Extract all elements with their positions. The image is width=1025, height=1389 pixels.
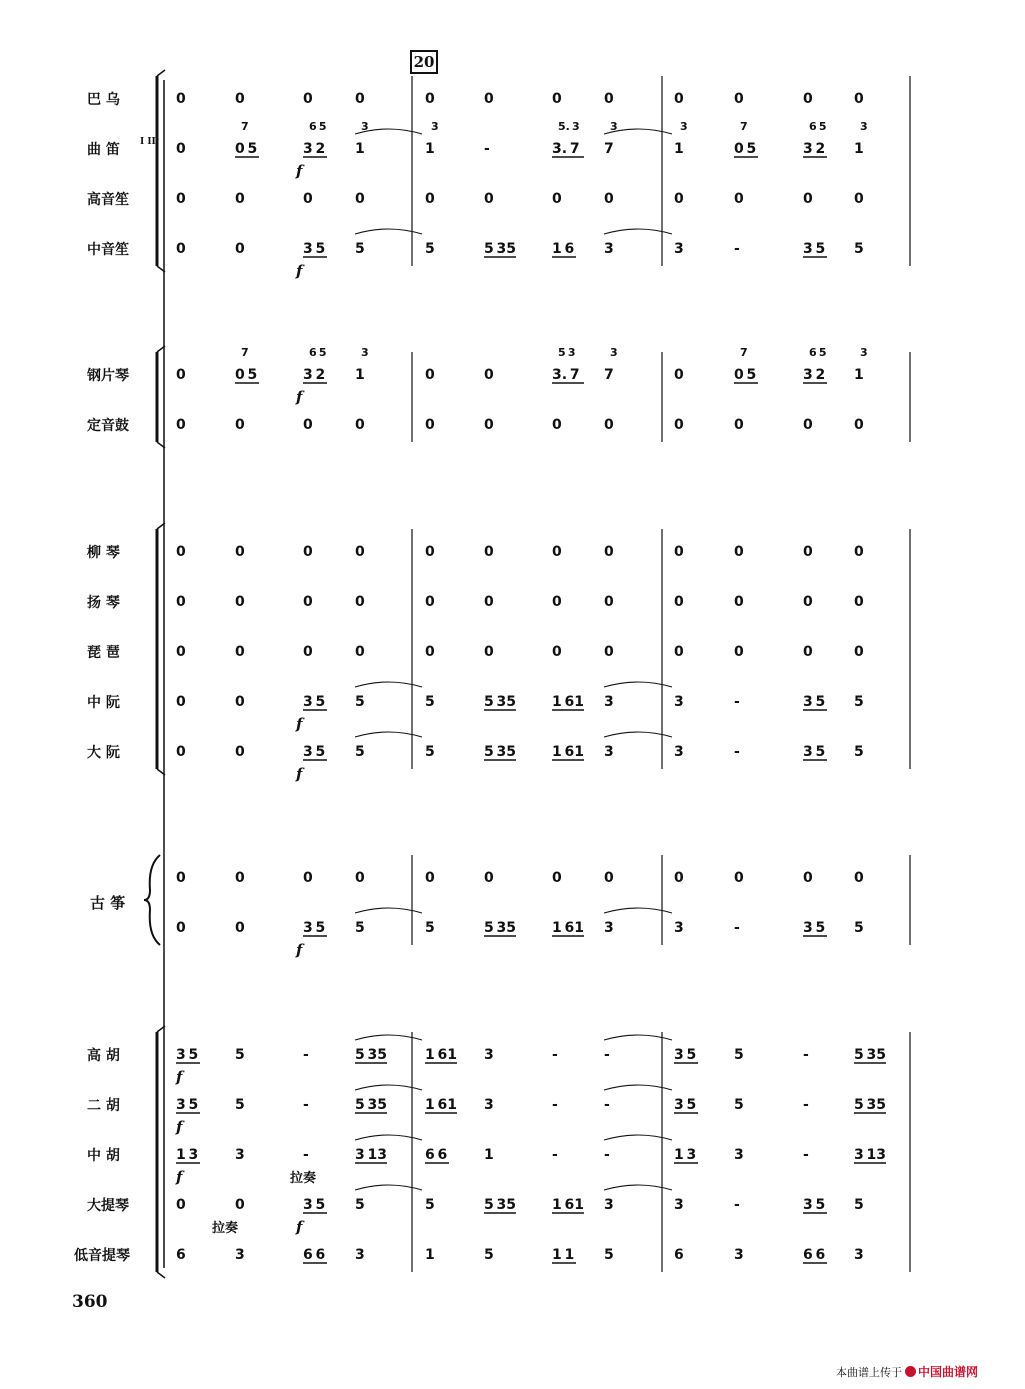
page-number: 360	[72, 1292, 108, 1312]
note-cell: 0	[303, 191, 313, 207]
note-cell: -	[484, 141, 490, 157]
note-cell: 0	[484, 367, 494, 383]
note-cell: 3	[674, 694, 684, 710]
note-cell: 5	[854, 744, 864, 760]
note-cell: -	[734, 694, 740, 710]
upper-note-cell: 7	[241, 346, 249, 359]
instrument-label: 高 胡	[87, 1048, 120, 1064]
note-cell: 0	[176, 744, 186, 760]
note-cell: 0	[734, 417, 744, 433]
note-cell: -	[734, 241, 740, 257]
note-cell: 0	[303, 870, 313, 886]
note-cell: 0	[803, 417, 813, 433]
note-cell: 0	[235, 870, 245, 886]
note-cell: 0	[552, 91, 562, 107]
note-cell: 3	[604, 694, 614, 710]
note-cell: 5 35	[355, 1097, 388, 1113]
note-cell: -	[734, 1197, 740, 1213]
note-cell: 3	[674, 1197, 684, 1213]
note-cell: 0	[484, 594, 494, 610]
dynamic-mark: f	[296, 765, 303, 783]
note-cell: 1	[425, 141, 435, 157]
note-cell: 0	[674, 417, 684, 433]
note-cell: 0	[484, 644, 494, 660]
brace	[144, 855, 160, 945]
note-cell: 1 61	[552, 744, 585, 760]
note-cell: 3 5	[803, 920, 826, 936]
note-cell: 1	[355, 141, 365, 157]
note-cell: 0	[176, 141, 186, 157]
note-cell: 0	[552, 644, 562, 660]
note-cell: 5	[854, 920, 864, 936]
instrument-label: 中音笙	[87, 242, 129, 258]
note-cell: 0	[734, 870, 744, 886]
note-cell: 0	[425, 367, 435, 383]
note-cell: 1 61	[425, 1047, 458, 1063]
note-cell: 5	[355, 1197, 365, 1213]
instrument-label: 扬 琴	[87, 595, 120, 611]
site-logo[interactable]	[905, 1363, 978, 1380]
note-cell: 3 5	[803, 1197, 826, 1213]
note-cell: 6 6	[425, 1147, 448, 1163]
note-cell: 3 2	[803, 141, 826, 157]
note-cell: 3	[484, 1097, 494, 1113]
note-cell: 0	[674, 594, 684, 610]
note-cell: 0 5	[235, 141, 258, 157]
note-cell: 0	[176, 91, 186, 107]
note-cell: 3 5	[303, 241, 326, 257]
note-cell: 3 5	[303, 694, 326, 710]
note-cell: 3 13	[355, 1147, 388, 1163]
note-cell: 3	[674, 241, 684, 257]
note-cell: 3	[235, 1147, 245, 1163]
note-cell: 0	[425, 594, 435, 610]
note-cell: 0	[176, 191, 186, 207]
logo-icon	[905, 1366, 916, 1377]
note-cell: 0	[235, 241, 245, 257]
note-cell: 5	[355, 920, 365, 936]
note-cell: 0	[355, 91, 365, 107]
note-cell: 0	[674, 91, 684, 107]
note-cell: 0	[425, 870, 435, 886]
note-cell: 1 61	[552, 1197, 585, 1213]
note-cell: 0	[235, 417, 245, 433]
note-cell: 3 5	[176, 1047, 199, 1063]
instrument-label: 大提琴	[87, 1198, 129, 1214]
note-cell: 0	[604, 644, 614, 660]
note-cell: 0	[803, 870, 813, 886]
note-cell: 3	[734, 1247, 744, 1263]
note-cell: 1 6	[552, 241, 575, 257]
dynamic-mark: f	[176, 1168, 183, 1186]
upper-note-cell: 3	[431, 120, 439, 133]
note-cell: 0	[176, 870, 186, 886]
note-cell: 0	[235, 594, 245, 610]
note-cell: 1	[355, 367, 365, 383]
dynamic-mark: f	[296, 388, 303, 406]
note-cell: 3	[355, 1247, 365, 1263]
part-number: I II	[140, 137, 156, 147]
dynamic-mark: f	[296, 941, 303, 959]
note-cell: 0	[355, 594, 365, 610]
note-cell: 0	[425, 417, 435, 433]
note-cell: 0	[355, 544, 365, 560]
note-cell: 0	[176, 544, 186, 560]
note-cell: 0	[235, 920, 245, 936]
dynamic-mark: f	[296, 1218, 303, 1236]
note-cell: 0	[484, 417, 494, 433]
note-cell: 5 35	[484, 1197, 517, 1213]
note-cell: 0	[803, 544, 813, 560]
note-cell: 0	[355, 870, 365, 886]
note-cell: 0	[734, 594, 744, 610]
note-cell: 0 5	[734, 367, 757, 383]
note-cell: 0	[176, 594, 186, 610]
upper-note-cell: 3	[860, 120, 868, 133]
note-cell: 1	[674, 141, 684, 157]
note-cell: 5	[604, 1247, 614, 1263]
note-cell: 0	[235, 694, 245, 710]
note-cell: -	[604, 1097, 610, 1113]
upper-note-cell: 3	[610, 120, 618, 133]
note-cell: -	[303, 1147, 309, 1163]
note-cell: 0	[854, 644, 864, 660]
note-cell: 0	[552, 191, 562, 207]
note-cell: 5 35	[484, 920, 517, 936]
note-cell: 0	[176, 417, 186, 433]
note-cell: 3 5	[803, 744, 826, 760]
note-cell: 0	[425, 544, 435, 560]
note-cell: 0	[803, 594, 813, 610]
note-cell: 5 35	[484, 694, 517, 710]
note-cell: 3 5	[303, 920, 326, 936]
note-cell: 0	[803, 644, 813, 660]
note-cell: 3	[734, 1147, 744, 1163]
note-cell: 0	[303, 544, 313, 560]
note-cell: 3	[604, 920, 614, 936]
note-cell: 3 2	[803, 367, 826, 383]
note-cell: 5	[734, 1097, 744, 1113]
note-cell: 3	[604, 1197, 614, 1213]
note-cell: 5	[854, 241, 864, 257]
note-cell: 0	[552, 544, 562, 560]
instrument-label: 钢片琴	[87, 368, 129, 384]
note-cell: 1 3	[176, 1147, 199, 1163]
note-cell: 5	[425, 744, 435, 760]
note-cell: 6 6	[803, 1247, 826, 1263]
note-cell: 0	[604, 870, 614, 886]
note-cell: -	[803, 1147, 809, 1163]
note-cell: 3	[604, 744, 614, 760]
upper-note-cell: 5. 3	[558, 120, 580, 133]
note-cell: 5 35	[854, 1047, 887, 1063]
note-cell: 3 5	[803, 241, 826, 257]
note-cell: 0	[235, 644, 245, 660]
note-cell: -	[303, 1097, 309, 1113]
note-cell: 5	[355, 241, 365, 257]
note-cell: 0	[854, 191, 864, 207]
upper-note-cell: 7	[740, 120, 748, 133]
upper-note-cell: 7	[740, 346, 748, 359]
instrument-label: 低音提琴	[74, 1248, 130, 1264]
note-cell: -	[803, 1097, 809, 1113]
note-cell: 0	[552, 594, 562, 610]
note-cell: 6	[176, 1247, 186, 1263]
note-cell: 5	[355, 744, 365, 760]
note-cell: 0	[674, 544, 684, 560]
note-cell: 1	[854, 141, 864, 157]
footer-credit	[836, 1363, 978, 1380]
note-cell: 3 5	[303, 744, 326, 760]
group-label: 古 筝	[90, 894, 126, 912]
note-cell: 5	[425, 694, 435, 710]
note-cell: 0	[176, 920, 186, 936]
note-cell: 6 6	[303, 1247, 326, 1263]
note-cell: 7	[604, 367, 614, 383]
note-cell: 3	[604, 241, 614, 257]
note-cell: 0	[854, 544, 864, 560]
note-cell: 5	[425, 920, 435, 936]
note-cell: 5	[854, 694, 864, 710]
note-cell: 3 5	[303, 1197, 326, 1213]
note-cell: 0	[355, 417, 365, 433]
note-cell: -	[734, 920, 740, 936]
logo-text: 中国曲谱网	[918, 1365, 979, 1379]
note-cell: 0	[176, 694, 186, 710]
note-cell: 0	[604, 191, 614, 207]
note-cell: 5 35	[484, 744, 517, 760]
note-cell: 3	[235, 1247, 245, 1263]
note-cell: 0	[604, 594, 614, 610]
note-cell: -	[803, 1047, 809, 1063]
note-cell: 1	[854, 367, 864, 383]
note-cell: 3	[484, 1047, 494, 1063]
note-cell: 0	[303, 91, 313, 107]
note-cell: 0	[484, 544, 494, 560]
note-cell: 0	[854, 594, 864, 610]
note-cell: 5	[355, 694, 365, 710]
note-cell: 3 2	[303, 141, 326, 157]
note-cell: 0	[235, 91, 245, 107]
note-cell: 0	[734, 644, 744, 660]
note-cell: 3 5	[176, 1097, 199, 1113]
note-cell: 0	[604, 544, 614, 560]
upper-note-cell: 3	[610, 346, 618, 359]
note-cell: 5	[854, 1197, 864, 1213]
instrument-label: 高音笙	[87, 192, 129, 208]
note-cell: 0	[484, 91, 494, 107]
note-cell: 0	[235, 191, 245, 207]
dynamic-mark: f	[296, 715, 303, 733]
note-cell: 3. 7	[552, 141, 580, 157]
instrument-label: 定音鼓	[87, 418, 129, 434]
note-cell: 5 35	[355, 1047, 388, 1063]
note-cell: 0	[355, 191, 365, 207]
note-cell: 0	[484, 870, 494, 886]
note-cell: 0	[854, 870, 864, 886]
note-cell: 1 3	[674, 1147, 697, 1163]
note-cell: 0	[425, 644, 435, 660]
upper-note-cell: 7	[241, 120, 249, 133]
performance-text: 拉奏	[212, 1221, 239, 1236]
dynamic-mark: f	[176, 1068, 183, 1086]
upper-note-cell: 3	[680, 120, 688, 133]
note-cell: 1 1	[552, 1247, 575, 1263]
instrument-label: 大 阮	[87, 745, 120, 761]
note-cell: 5	[425, 1197, 435, 1213]
instrument-label: 曲 笛	[87, 142, 120, 158]
note-cell: 3 5	[674, 1047, 697, 1063]
note-cell: 0	[552, 870, 562, 886]
note-cell: 0	[734, 191, 744, 207]
note-cell: 5 35	[484, 241, 517, 257]
note-cell: 0	[235, 744, 245, 760]
note-cell: 3. 7	[552, 367, 580, 383]
upper-note-cell: 3	[361, 120, 369, 133]
note-cell: 5	[484, 1247, 494, 1263]
note-cell: 3	[674, 920, 684, 936]
rehearsal-mark: 20	[410, 50, 438, 74]
note-cell: 3	[674, 744, 684, 760]
note-cell: 0	[674, 644, 684, 660]
footer-text: 本曲谱上传于	[836, 1365, 902, 1379]
note-cell: 0	[235, 1197, 245, 1213]
note-cell: 0	[176, 644, 186, 660]
upper-note-cell: 6 5	[809, 346, 827, 359]
note-cell: 3	[854, 1247, 864, 1263]
note-cell: -	[734, 744, 740, 760]
note-cell: 0	[355, 644, 365, 660]
note-cell: 0	[176, 1197, 186, 1213]
note-cell: 5 35	[854, 1097, 887, 1113]
note-cell: 0 5	[734, 141, 757, 157]
note-cell: -	[552, 1147, 558, 1163]
note-cell: 0	[854, 91, 864, 107]
note-cell: 5	[235, 1047, 245, 1063]
dynamic-mark: f	[296, 162, 303, 180]
note-cell: -	[604, 1047, 610, 1063]
note-cell: 5	[425, 241, 435, 257]
note-cell: 3 5	[674, 1097, 697, 1113]
note-cell: 0	[484, 191, 494, 207]
note-cell: 0	[176, 367, 186, 383]
upper-note-cell: 3	[860, 346, 868, 359]
note-cell: 1	[484, 1147, 494, 1163]
instrument-label: 中 胡	[87, 1148, 120, 1164]
note-cell: 0	[235, 544, 245, 560]
upper-note-cell: 6 5	[309, 346, 327, 359]
note-cell: 3 2	[303, 367, 326, 383]
note-cell: 0	[303, 644, 313, 660]
note-cell: 3 5	[803, 694, 826, 710]
dynamic-mark: f	[176, 1118, 183, 1136]
upper-note-cell: 6 5	[809, 120, 827, 133]
bracket-hook	[157, 1272, 165, 1278]
note-cell: 6	[674, 1247, 684, 1263]
note-cell: 0	[803, 191, 813, 207]
note-cell: 1	[425, 1247, 435, 1263]
upper-note-cell: 5 3	[558, 346, 576, 359]
note-cell: 0	[734, 91, 744, 107]
performance-text: 拉奏	[290, 1171, 317, 1186]
note-cell: 1 61	[552, 694, 585, 710]
note-cell: 0	[674, 870, 684, 886]
note-cell: 0	[176, 241, 186, 257]
note-cell: 0	[674, 367, 684, 383]
note-cell: 1 61	[425, 1097, 458, 1113]
note-cell: 0	[303, 417, 313, 433]
instrument-label: 巴 乌	[87, 92, 120, 108]
note-cell: 0	[734, 544, 744, 560]
instrument-label: 柳 琴	[87, 545, 120, 561]
note-cell: -	[604, 1147, 610, 1163]
note-cell: 0	[604, 91, 614, 107]
note-cell: 0 5	[235, 367, 258, 383]
note-cell: 0	[604, 417, 614, 433]
note-cell: 1 61	[552, 920, 585, 936]
note-cell: -	[552, 1047, 558, 1063]
note-cell: 5	[235, 1097, 245, 1113]
note-cell: 0	[803, 91, 813, 107]
note-cell: 7	[604, 141, 614, 157]
instrument-label: 二 胡	[87, 1098, 120, 1114]
instrument-label: 琵 琶	[87, 645, 120, 661]
note-cell: 5	[734, 1047, 744, 1063]
note-cell: 3 13	[854, 1147, 887, 1163]
note-cell: 0	[854, 417, 864, 433]
bracket-hook	[157, 70, 165, 76]
note-cell: 0	[425, 91, 435, 107]
note-cell: 0	[303, 594, 313, 610]
upper-note-cell: 3	[361, 346, 369, 359]
dynamic-mark: f	[296, 262, 303, 280]
upper-note-cell: 6 5	[309, 120, 327, 133]
note-cell: -	[303, 1047, 309, 1063]
note-cell: 0	[425, 191, 435, 207]
note-cell: 0	[552, 417, 562, 433]
note-cell: -	[552, 1097, 558, 1113]
instrument-label: 中 阮	[87, 695, 120, 711]
note-cell: 0	[674, 191, 684, 207]
